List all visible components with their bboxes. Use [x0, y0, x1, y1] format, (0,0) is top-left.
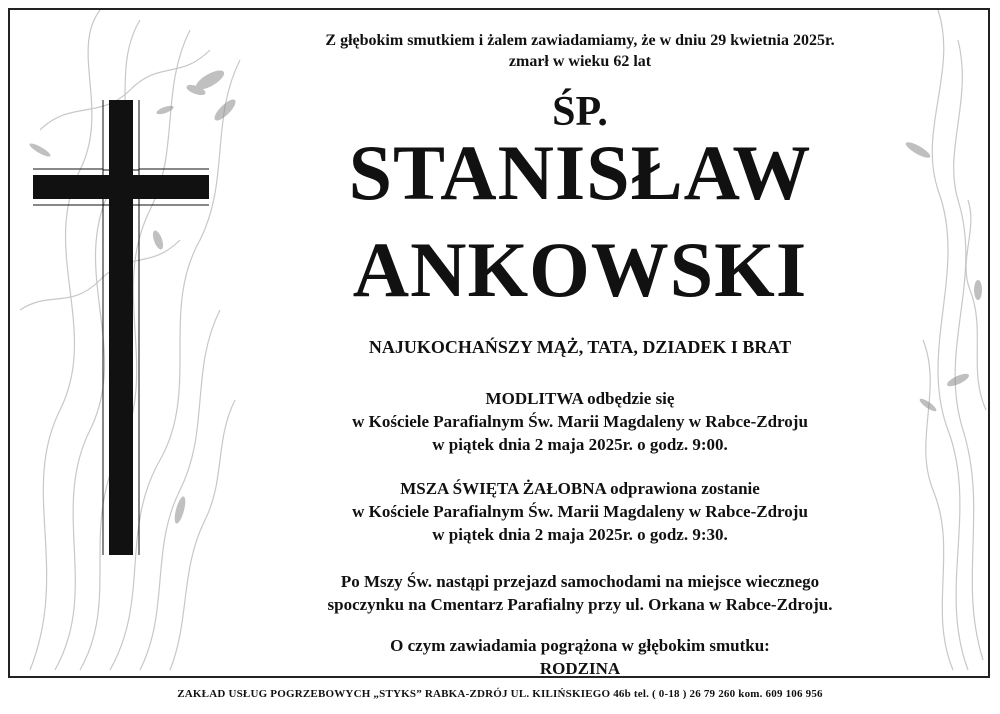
- prayer-info: [260, 387, 900, 456]
- procession-info: [260, 570, 900, 616]
- prayer-line: w Kościele Parafialnym Św. Marii Magdaleny w Rabce-Zdroju: [352, 412, 808, 431]
- smoke-decoration-right: [898, 10, 988, 676]
- procession-line: Po Mszy Św. nastąpi przejazd samochodami na miejsce wiecznego: [340, 572, 820, 591]
- mass-line: w piątek dnia 2 maja 2025r. o godz. 9:30.: [432, 525, 728, 544]
- name-prefix: ŚP.: [552, 89, 608, 135]
- funeral-home-footer: ZAKŁAD USŁUG POGRZEBOWYCH „STYKS” RABKA-ZDRÓJ UL. KILIŃSKIEGO 46b tel. ( 0-18 ) 26 79 260 kom. 609 106 956: [177, 688, 823, 700]
- relation-line: NAJUKOCHAŃSZY MĄŻ, TATA, DZIADEK I BRAT: [368, 337, 792, 357]
- mass-info: [260, 477, 900, 546]
- deceased-first-name: STANISŁAW: [348, 129, 812, 216]
- prayer-line: w piątek dnia 2 maja 2025r. o godz. 9:00.: [432, 435, 728, 454]
- intro-line: Z głębokim smutkiem i żalem zawiadamiamy, że w dniu 29 kwietnia 2025r.: [325, 32, 835, 49]
- family-signature: RODZINA: [539, 659, 621, 678]
- intro-line: zmarł w wieku 62 lat: [508, 53, 652, 70]
- closing-info: [260, 634, 900, 678]
- closing-line: O czym zawiadamia pogrążona w głębokim smutku:: [390, 636, 770, 655]
- procession-line: spoczynku na Cmentarz Parafialny przy ul. Orkana w Rabce-Zdroju.: [327, 595, 833, 614]
- deceased-last-name: ANKOWSKI: [352, 226, 808, 313]
- prayer-line: MODLITWA odbędzie się: [485, 389, 675, 408]
- cross-icon: [33, 100, 209, 555]
- mass-line: w Kościele Parafialnym Św. Marii Magdaleny w Rabce-Zdroju: [352, 502, 808, 521]
- mass-line: MSZA ŚWIĘTA ŻAŁOBNA odprawiona zostanie: [400, 479, 760, 498]
- intro-text: [260, 30, 900, 72]
- obituary-frame: [8, 8, 990, 678]
